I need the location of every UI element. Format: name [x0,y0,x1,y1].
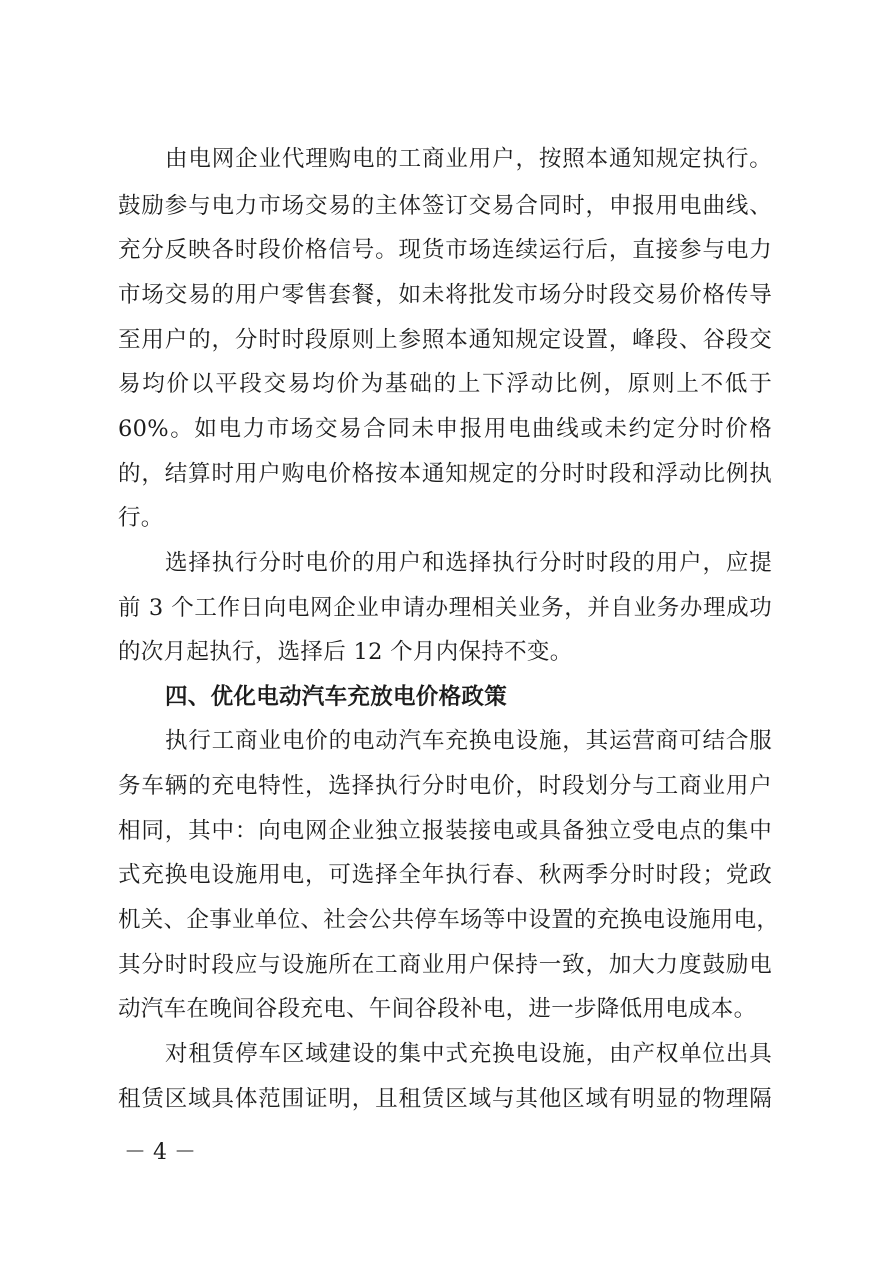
paragraph-line: 务车辆的充电特性，选择执行分时电价，时段划分与工商业用户 [118,773,772,799]
paragraph-line: 易均价以平段交易均价为基础的上下浮动比例，原则上不低于 [118,371,772,397]
paragraph-line: 选择执行分时电价的用户和选择执行分时时段的用户，应提 [165,550,772,576]
paragraph-line: 相同，其中：向电网企业独立报装接电或具备独立受电点的集中 [118,818,772,844]
paragraph-line: 至用户的，分时时段原则上参照本通知规定设置，峰段、谷段交 [118,327,772,353]
paragraph-line: 充分反映各时段价格信号。现货市场连续运行后，直接参与电力 [118,237,772,263]
paragraph-line: 由电网企业代理购电的工商业用户，按照本通知规定执行。 [165,146,772,172]
section-heading: 四、优化电动汽车充放电价格政策 [165,684,508,710]
paragraph-line: 机关、企事业单位、社会公共停车场等中设置的充换电设施用电， [118,907,780,933]
paragraph-line: 动汽车在晚间谷段充电、午间谷段补电，进一步降低用电成本。 [118,996,757,1022]
page-number: － 4 － [124,1140,196,1165]
paragraph-line: 式充换电设施用电，可选择全年执行春、秋两季分时时段；党政 [118,862,772,888]
paragraph-line: 鼓励参与电力市场交易的主体签订交易合同时，申报用电曲线、 [118,193,772,219]
paragraph-line: 市场交易的用户零售套餐，如未将批发市场分时段交易价格传导 [118,282,772,308]
paragraph-line: 对租赁停车区域建设的集中式充换电设施，由产权单位出具 [165,1041,772,1067]
paragraph-line: 的，结算时用户购电价格按本通知规定的分时时段和浮动比例执 [118,461,772,487]
paragraph-line: 的次月起执行，选择后 12 个月内保持不变。 [118,639,573,665]
paragraph-line: 行。 [118,505,164,531]
paragraph-line: 执行工商业电价的电动汽车充换电设施，其运营商可结合服 [165,728,772,754]
paragraph-line: 其分时时段应与设施所在工商业用户保持一致，加大力度鼓励电 [118,952,772,978]
paragraph-line: 60%。如电力市场交易合同未申报用电曲线或未约定分时价格 [118,416,772,442]
paragraph-line: 前 3 个工作日向电网企业申请办理相关业务，并自业务办理成功 [118,595,772,621]
paragraph-line: 租赁区域具体范围证明，且租赁区域与其他区域有明显的物理隔 [118,1086,772,1112]
